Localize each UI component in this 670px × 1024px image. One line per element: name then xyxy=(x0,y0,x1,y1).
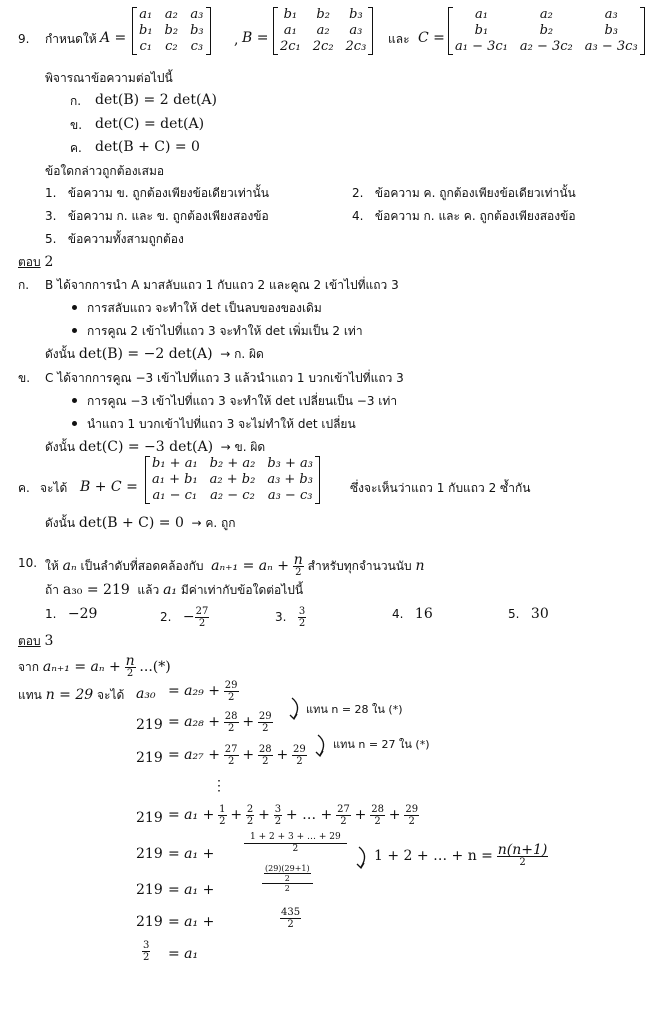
sol-kk-note: ซึ่งจะเห็นว่าแถว 1 กับแถว 2 ซ้ำกัน xyxy=(350,481,531,495)
sol-k-bullet-1: การสลับแถว จะทำให้ det เป็นลบของของเดิม xyxy=(72,300,322,316)
step-3-lhs: 219 xyxy=(136,750,163,766)
note-sum-formula: 1 + 2 + … + n = n(n+1) 2 xyxy=(374,842,548,868)
curved-arrow-icon xyxy=(314,733,334,759)
matrix-c-cell: a₃ xyxy=(604,7,618,22)
step-1-lhs: a₃₀ xyxy=(136,686,156,702)
matrix-b-plus-c-cell: a₂ − c₂ xyxy=(210,488,255,503)
q10-statement: ให้ aₙ เป็นลำดับที่สอดคล้องกับ aₙ₊₁ = aₙ + n 2 สำหรับทุกจำนวนนับ n xyxy=(45,552,425,578)
q9-choice-4: 4. ข้อความ ก. และ ค. ถูกต้องเพียงสองข้อ xyxy=(352,209,576,223)
q9-answer: ตอบ 2 xyxy=(18,254,54,270)
matrix-c xyxy=(448,7,645,55)
step-1-rhs: = a₂₉ + $\frac{29}{2}$ xyxy=(168,680,238,703)
sol-k-label: ก. xyxy=(18,278,30,292)
step-8-fraction: $\frac{435}{2}$ xyxy=(281,907,301,930)
step-6-rhs: = a₁ + xyxy=(168,846,215,862)
q9-b-label: B = xyxy=(242,30,269,46)
step-8-rhs: = a₁ + xyxy=(168,914,215,930)
step-7-rhs: = a₁ + xyxy=(168,882,215,898)
statement-kh-label: ข. xyxy=(70,118,83,132)
matrix-b xyxy=(273,7,373,55)
q9-intro: กำหนดให้ xyxy=(45,32,97,46)
q9-c-label: C = xyxy=(418,30,445,46)
step-2-lhs: 219 xyxy=(136,717,163,733)
sol-kh-bullet-2: นำแถว 1 บวกเข้าไปที่แถว 3 จะไม่ทำให้ det เปลี่ยน xyxy=(72,416,356,432)
q9-number: 9. xyxy=(18,32,30,46)
matrix-b-cell: b₁ xyxy=(283,7,298,22)
sol-kk-eq: B + C = xyxy=(80,479,138,495)
q10-from: จาก aₙ₊₁ = aₙ + n 2 ...(*) xyxy=(18,653,171,679)
matrix-b-cell: a₃ xyxy=(349,23,363,38)
q10-choice-1: 1. −29 xyxy=(45,606,98,622)
sol-kh-bullet-1: การคูณ −3 เข้าไปที่แถว 3 จะทำให้ det เปลี่ยนเป็น −3 เท่า xyxy=(72,393,397,409)
sol-kh-conclusion: ดังนั้น det(C) = −3 det(A) → ข. ผิด xyxy=(45,439,266,455)
matrix-c-cell: a₁ − 3c₁ xyxy=(455,39,508,54)
matrix-b-plus-c-cell: b₁ + a₁ xyxy=(152,456,198,471)
matrix-a-cell: a₃ xyxy=(190,7,204,22)
q9-choice-3: 3. ข้อความ ก. และ ข. ถูกต้องเพียงสองข้อ xyxy=(45,209,269,223)
q10-choice-3: 3. $\frac{3}{2}$ xyxy=(275,606,306,629)
matrix-b-plus-c-cell: a₁ − c₁ xyxy=(152,488,198,503)
q10-choice-4: 4. 16 xyxy=(392,606,433,622)
step-7-fraction: $\frac{\frac{(29)(29+1)}{2}}{2}$ xyxy=(262,864,313,893)
q9-comma: , xyxy=(234,32,239,48)
statement-k-label: ก. xyxy=(70,94,82,108)
step-2-rhs: = a₂₈ + $\frac{28}{2}$ + $\frac{29}{2}$ xyxy=(168,711,272,734)
q10-substitute: แทน n = 29 จะได้ xyxy=(18,687,125,703)
step-3-rhs: = a₂₇ + $\frac{27}{2}$ + $\frac{28}{2}$ + $\frac{29}{2}$ xyxy=(168,744,306,767)
matrix-a-cell: a₁ xyxy=(139,7,153,22)
sol-kh-label: ข. xyxy=(18,371,31,385)
matrix-a-cell: b₃ xyxy=(190,23,204,38)
matrix-b-cell: b₂ xyxy=(316,7,330,22)
matrix-c-cell: b₂ xyxy=(539,23,554,38)
curved-arrow-icon xyxy=(288,696,308,722)
step-7-lhs: 219 xyxy=(136,882,163,898)
step-9-rhs: = a₁ xyxy=(168,946,199,962)
sol-kk-label: ค. xyxy=(18,481,30,495)
matrix-b-plus-c-cell: a₂ + b₂ xyxy=(209,472,256,487)
q9-and: และ xyxy=(388,32,410,46)
sol-kh-line: C ได้จากการคูณ −3 เข้าไปที่แถว 3 แล้วนำแถว 1 บวกเข้าไปที่แถว 3 xyxy=(45,371,404,385)
statement-kh-expr: det(C) = det(A) xyxy=(95,116,205,132)
matrix-c-cell: a₂ xyxy=(539,7,553,22)
step-5-lhs: 219 xyxy=(136,810,163,826)
step-8-lhs: 219 xyxy=(136,914,163,930)
matrix-a-cell: b₂ xyxy=(164,23,179,38)
sol-kk-pre: จะได้ xyxy=(40,481,68,495)
matrix-c-cell: a₂ − 3c₂ xyxy=(519,39,573,54)
matrix-b-cell: 2c₁ xyxy=(280,39,301,54)
step-6-lhs: 219 xyxy=(136,846,163,862)
q10-number: 10. xyxy=(18,556,38,570)
matrix-b-cell: a₁ xyxy=(283,23,297,38)
matrix-b-cell: b₃ xyxy=(349,7,363,22)
matrix-a-cell: a₂ xyxy=(164,7,178,22)
matrix-b-plus-c xyxy=(145,456,320,504)
matrix-c-cell: a₃ − 3c₃ xyxy=(584,39,638,54)
matrix-a-cell: c₁ xyxy=(139,39,153,54)
matrix-a-cell: c₂ xyxy=(165,39,178,54)
matrix-b-cell: a₂ xyxy=(316,23,330,38)
sol-k-line: B ได้จากการนำ A มาสลับแถว 1 กับแถว 2 และคูณ 2 เข้าไปที่แถว 3 xyxy=(45,278,399,292)
curved-arrow-icon xyxy=(355,845,375,871)
step-6-fraction: $\frac{1 + 2 + 3 + \dots + 29}{2}$ xyxy=(244,832,347,855)
q9-choice-1: 1. ข้อความ ข. ถูกต้องเพียงข้อเดียวเท่านั้น xyxy=(45,186,269,200)
q9-choice-5: 5. ข้อความทั้งสามถูกต้อง xyxy=(45,232,184,246)
step-9-lhs: $\frac{3}{2}$ xyxy=(143,940,150,963)
matrix-a-cell: c₃ xyxy=(190,39,204,54)
step-5-rhs: = a₁ + $\frac{1}{2}$ + $\frac{2}{2}$ + $\frac{3}{2}$ + … + $\frac{27}{2}$ + $\frac{28}{2}$ + $\frac{29}{2}$ xyxy=(168,804,419,827)
vertical-dots: ⋮ xyxy=(212,778,226,794)
matrix-b-cell: 2c₂ xyxy=(312,39,334,54)
matrix-b-plus-c-cell: a₃ − c₃ xyxy=(267,488,313,503)
q10-answer: ตอบ 3 xyxy=(18,633,54,649)
matrix-c-cell: a₁ xyxy=(474,7,488,22)
q9-question: ข้อใดกล่าวถูกต้องเสมอ xyxy=(45,164,165,178)
sol-k-bullet-2: การคูณ 2 เข้าไปที่แถว 3 จะทำให้ det เพิ่มเป็น 2 เท่า xyxy=(72,323,363,339)
note-substitute-28: แทน n = 28 ใน (*) xyxy=(306,703,403,716)
matrix-b-plus-c-cell: a₁ + b₁ xyxy=(152,472,198,487)
q10-given: ถ้า a₃₀ = 219 แล้ว a₁ มีค่าเท่ากับข้อใดต่อไปนี้ xyxy=(45,582,304,598)
matrix-a-cell: b₁ xyxy=(139,23,153,38)
sol-kk-conclusion: ดังนั้น det(B + C) = 0 → ค. ถูก xyxy=(45,515,236,531)
sol-k-conclusion: ดังนั้น det(B) = −2 det(A) → ก. ผิด xyxy=(45,346,264,362)
matrix-b-plus-c-cell: b₃ + a₃ xyxy=(267,456,313,471)
matrix-b-cell: 2c₃ xyxy=(345,39,367,54)
matrix-c-cell: b₁ xyxy=(474,23,489,38)
statement-k-expr: det(B) = 2 det(A) xyxy=(95,92,217,108)
note-substitute-27: แทน n = 27 ใน (*) xyxy=(333,738,430,751)
matrix-b-plus-c-cell: b₂ + a₂ xyxy=(209,456,256,471)
matrix-a xyxy=(132,7,211,55)
q10-choice-2: 2. − $\frac{27}{2}$ xyxy=(160,606,209,629)
q9-consider: พิจารณาข้อความต่อไปนี้ xyxy=(45,71,173,85)
statement-kk-label: ค. xyxy=(70,141,82,155)
matrix-b-plus-c-cell: a₃ + b₃ xyxy=(267,472,313,487)
matrix-c-cell: b₃ xyxy=(604,23,618,38)
statement-kk-expr: det(B + C) = 0 xyxy=(95,139,200,155)
q10-choice-5: 5. 30 xyxy=(508,606,549,622)
q9-choice-2: 2. ข้อความ ค. ถูกต้องเพียงข้อเดียวเท่านั้น xyxy=(352,186,576,200)
q9-a-label: A = xyxy=(100,30,127,46)
